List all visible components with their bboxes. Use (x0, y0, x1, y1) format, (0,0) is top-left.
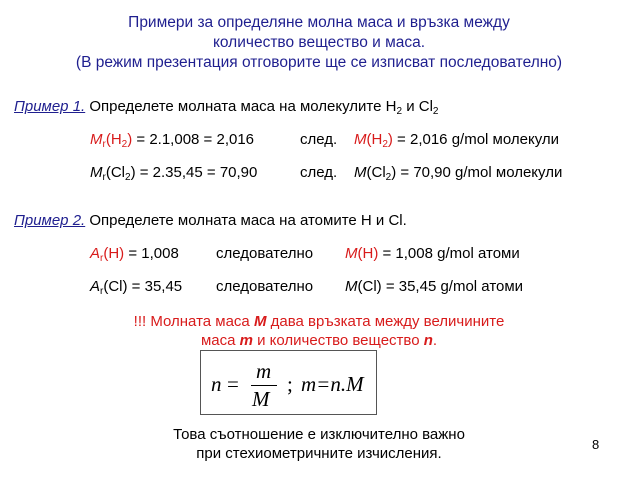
example-2-label: Пример 2. (14, 212, 86, 229)
example-2-row-cl-result: M(Cl) = 35,45 g/mol атоми (345, 278, 524, 295)
example-1-row-cl2: $M_r(Cl_2) = 2.35,45 = 70,90$ (90, 164, 258, 183)
example-1-row-cl2-sled: след. (300, 164, 338, 181)
example-2-row-cl: $A_r(Cl) = 35,45$ (90, 278, 183, 297)
example-2-row-h-sled: следователно (216, 245, 314, 262)
fraction-bar (251, 385, 277, 386)
page-number: 8 (592, 437, 600, 452)
example-1-row-h2-sled: след. (300, 131, 338, 148)
footer-line-1: Това съотношение е изключително важно (173, 426, 465, 443)
slide-title-line-2: количество вещество и маса. (212, 34, 426, 51)
formula-numerator: m (256, 359, 272, 383)
note-line-1: !!! Молната маса M дава връзката между величините (133, 313, 505, 330)
formula-equals: = (227, 372, 239, 396)
example-1-row-h2-result: $M(H_2) = 2,016$ g/mol молекули (354, 131, 559, 150)
slide-title-line-1: Примери за определяне молна маса и връзка между (128, 14, 510, 31)
example-2-row-h-result: M(H) = 1,008 g/mol атоми (345, 245, 520, 262)
example-1-row-h2: $M_r(H_2) = 2.1,008 = 2,016$ (90, 131, 255, 150)
formula-n: n (211, 372, 222, 396)
example-2-heading: Пример 2. Определете молната маса на атомите H и Cl. (14, 212, 407, 229)
formula-denominator: M (252, 387, 270, 411)
note-line-2: маса m и количество вещество n. (200, 332, 438, 349)
example-1-label: Пример 1. (14, 98, 86, 115)
example-2-row-h: $A_r(H) = 1,008$ (90, 245, 179, 264)
example-1-heading: Пример 1. Определете молната маса на молекулите $H_2$ и $Cl_2$ (14, 98, 439, 117)
formula-rhs: m=n.M (301, 372, 364, 396)
slide-title-line-3: (В режим презентация отговорите ще се изписват последователно) (75, 54, 563, 71)
example-2-row-cl-sled: следователно (216, 278, 314, 295)
formula-separator: ; (287, 372, 293, 396)
example-1-row-cl2-result: $M(Cl_2) = 70,90$ g/mol молекули (354, 164, 563, 183)
formula-box (200, 350, 377, 415)
footer-line-2: при стехиометричните изчисления. (196, 445, 442, 462)
